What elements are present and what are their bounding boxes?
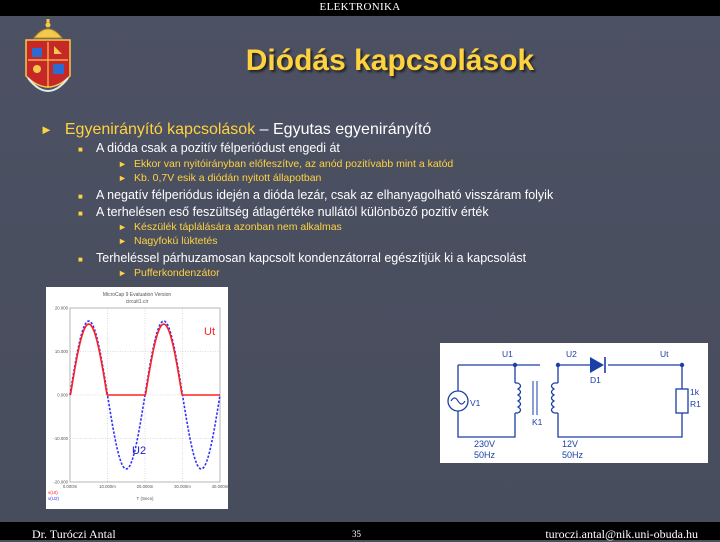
bullet-s3a	[118, 221, 342, 233]
bullet-s1b-text: Kb. 0,7V esik a diódán nyitott állapotban	[134, 172, 322, 184]
x-axis-label: T (Secs)	[136, 496, 154, 501]
label-src2-voltage: 12V	[562, 439, 579, 449]
bullet-s1-text: A dióda csak a pozitív félperiódust engedi át	[96, 141, 340, 155]
bullet-s3-text: A terhelésen eső feszültség átlagértéke nullától különböző pozitív érték	[96, 205, 489, 219]
bullet-s3a-text: Készülék táplálására azonban nem alkalmas	[134, 221, 342, 233]
label-u2-node: U2	[566, 349, 577, 359]
slide-title: Diódás kapcsolások	[245, 44, 535, 77]
x-tick-label: 30.000m	[174, 484, 191, 489]
simulation-plot	[46, 287, 228, 509]
x-tick-label: 0.000m	[62, 484, 78, 489]
label-u1: U1	[502, 349, 513, 359]
label-src2-freq: 50Hz	[562, 450, 584, 460]
bullet-s4a-text: Pufferkondenzátor	[134, 267, 220, 279]
triangle-bullet-icon: ►	[118, 173, 127, 183]
bullet-s1b	[118, 172, 321, 184]
bullet-s4a	[118, 267, 220, 279]
footer-author: Dr. Turóczi Antal	[32, 527, 116, 541]
label-ut: Ut	[204, 326, 215, 338]
square-bullet-icon: ■	[78, 192, 83, 201]
label-v1: V1	[470, 398, 481, 408]
label-src1-voltage: 230V	[474, 439, 496, 449]
y-tick-label: -10.000	[53, 436, 68, 441]
bullet-s1	[78, 141, 340, 155]
square-bullet-icon: ■	[78, 145, 83, 154]
y-tick-label: 10.000	[54, 349, 68, 354]
triangle-bullet-icon: ►	[118, 222, 127, 232]
curve-ut	[70, 324, 220, 395]
label-r1-value: 1k	[690, 387, 699, 397]
course-title: ELEKTRONIKA	[319, 1, 401, 13]
legend-u2: v(U2)	[48, 496, 59, 501]
bullet-main-rest: – Egyutas egyenirányító	[255, 121, 432, 138]
bullet-s3b-text: Nagyfokú lüktetés	[134, 235, 218, 247]
label-d1: D1	[590, 375, 601, 385]
bullet-s4	[78, 251, 526, 265]
bullet-s4-text: Terheléssel párhuzamosan kapcsolt kondenzátorral egészítjük ki a kapcsolást	[96, 251, 527, 265]
diode-icon	[590, 357, 605, 373]
university-crest-icon	[22, 18, 74, 100]
square-bullet-icon: ■	[78, 255, 83, 264]
y-tick-label: 20.000	[54, 305, 68, 311]
triangle-bullet-icon: ►	[118, 236, 127, 246]
label-ut-node: Ut	[660, 349, 669, 359]
triangle-bullet-icon: ►	[118, 159, 127, 169]
x-tick-label: 20.000m	[136, 484, 154, 489]
plot-x-ticks	[63, 484, 228, 489]
triangle-bullet-icon: ►	[40, 122, 53, 137]
bullet-s2-text: A negatív félperiódus idején a dióda lezár, csak az elhanyagolható visszáram folyik	[96, 188, 554, 202]
bullet-s3	[78, 205, 489, 219]
plot-y-ticks	[53, 306, 68, 485]
label-k1: K1	[532, 417, 543, 427]
plot-header-2: circuit1.cir	[125, 299, 149, 305]
bullet-s1a	[118, 158, 453, 170]
bullet-s3b	[118, 235, 217, 247]
x-tick-label: 10.000m	[99, 484, 116, 489]
x-tick-label: 40.000m	[211, 484, 228, 489]
legend-ut: v(Ut)	[48, 490, 58, 495]
square-bullet-icon: ■	[78, 209, 83, 218]
circuit-schematic	[440, 343, 708, 463]
footer-email: turoczi.antal@nik.uni-obuda.hu	[545, 527, 698, 541]
label-r1: R1	[690, 399, 701, 409]
bullet-main-highlight: Egyenirányító kapcsolások	[64, 121, 256, 138]
footer-page-number: 35	[352, 529, 361, 539]
label-u2: U2	[132, 445, 147, 457]
bullet-s1a-text: Ekkor van nyitóirányban előfeszítve, az anód pozitívabb mint a katód	[134, 158, 454, 170]
bullet-main	[40, 121, 431, 139]
header-bar	[0, 0, 720, 16]
plot-header-1: MicroCap 9 Evaluation Version	[102, 292, 172, 298]
bullet-s2	[78, 188, 553, 202]
y-tick-label: -20.000	[53, 479, 68, 485]
triangle-bullet-icon: ►	[118, 268, 127, 278]
y-tick-label: 0.000	[57, 392, 68, 398]
label-src1-freq: 50Hz	[474, 450, 496, 460]
